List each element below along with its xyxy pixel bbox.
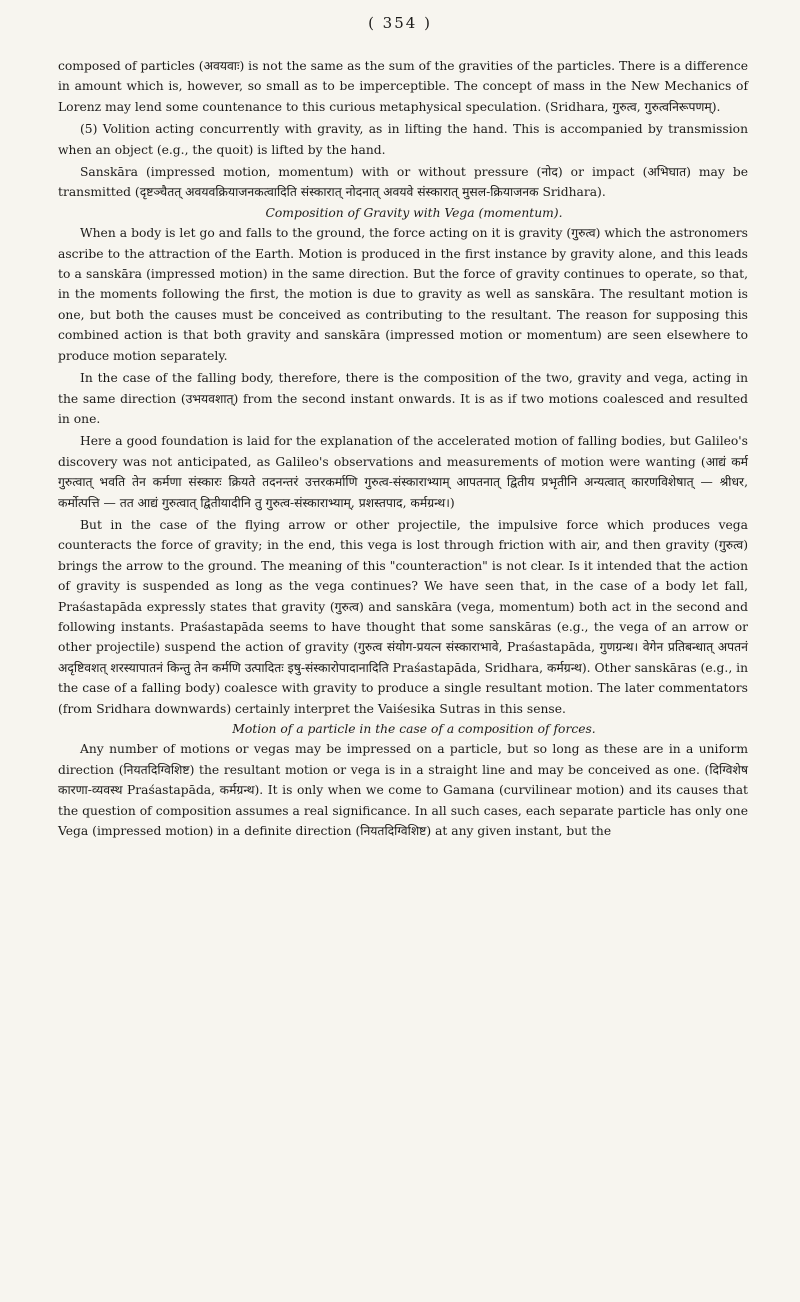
paragraph-3: Sanskāra (impressed motion, momentum) with or without pressure (नोद) or impact (अभिघात) may be transmitted (दृष्टञ्चैतत् अवयवक्रियाजनकत्वादिति संस्कारात् नोदनात् अवयवे संस्कारात् मुसल-क्रियाजनक Sridhara).	[58, 165, 748, 200]
paragraph-5: In the case of the falling body, therefore, there is the composition of the two, gravity and vega, acting in the same direction (उभयवशात्) from the second instant onwards. It is as if two motions coalesced and resulted in one.	[58, 371, 748, 426]
paragraph-4: When a body is let go and falls to the ground, the force acting on it is gravity (गुरुत्व) which the astronomers ascribe to the attraction of the Earth. Motion is produced in the first instance by gravity alone, and this leads to a sanskāra (impressed motion) in the same direction. But the force of gravity continues to operate, so that, in the moments following the first, the motion is due to gravity as well as sanskāra. The resultant motion is one, but both the causes must be conceived as contributing to the resultant. The reason for supposing this combined action is that both gravity and sanskāra (impressed motion or momentum) are seen elsewhere to produce motion separately.	[58, 226, 748, 363]
paragraph-2: (5) Volition acting concurrently with gravity, as in lifting the hand. This is accompanied by transmission when an object (e.g., the quoit) is lifted by the hand.	[58, 122, 748, 157]
body-text	[58, 56, 748, 841]
paragraph-8: Any number of motions or vegas may be impressed on a particle, but so long as these are in a uniform direction (नियतदिग्विशिष्ट) the resultant motion or vega is in a straight line and may be conceived as one. (दिग्विशेष कारणा-व्यवस्थ Praśastapāda, कर्मग्रन्थ). It is only when we come to Gamana (curvilinear motion) and its causes that the question of composition assumes a real significance. In all such cases, each separate particle has only one Vega (impressed motion) in a definite direction (नियतदिग्विशिष्ट) at any given instant, but the	[58, 742, 748, 839]
section-heading-composition: Composition of Gravity with Vega (momentum).	[265, 205, 563, 220]
section-heading-motion-particle: Motion of a particle in the case of a composition of forces.	[232, 722, 596, 736]
paragraph-1: composed of particles (अवयवाः) is not the same as the sum of the gravities of the particles. There is a difference in amount which is, however, so small as to be imperceptible. The concept of mass in the New Mechanics of Lorenz may lend some countenance to this curious metaphysical speculation. (Sridhara, गुरुत्व, गुरुत्वनिरूपणम्).	[58, 59, 748, 114]
page-number: ( 354 )	[368, 14, 432, 32]
paragraph-7: But in the case of the flying arrow or other projectile, the impulsive force which produces vega counteracts the force of gravity; in the end, this vega is lost through friction with air, and then gravity (गुरुत्व) brings the arrow to the ground. The meaning of this "counteraction" is not clear. Is it intended that the action of gravity is suspended as long as the vega continues? We have seen that, in the case of a body let fall, Praśastapāda expressly states that gravity (गुरुत्व) and sanskāra (vega, momentum) both act in the second and following instants. Praśastapāda seems to have thought that some sanskāras (e.g., the vega of an arrow or other projectile) suspend the action of gravity (गुरुत्व संयोग-प्रयत्न संस्काराभावे, Praśastapāda, गुणग्रन्थ। वेगेन प्रतिबन्धात् अपतनं अदृष्टिवशत् शरस्यापातनं किन्तु तेन कर्मणि उत्पादितः इषु-संस्कारोपादानादिति Praśastapāda, Sridhara, कर्मग्रन्थ). Other sanskāras (e.g., in the case of a falling body) coalesce with gravity to produce a single resultant motion. The later commentators (from Sridhara downwards) certainly interpret the Vaiśesika Sutras in this sense.	[58, 517, 748, 716]
paragraph-6: Here a good foundation is laid for the explanation of the accelerated motion of falling bodies, but Galileo's discovery was not anticipated, as Galileo's observations and measurements of motion were wanting (आद्यं कर्म गुरुत्वात् भवति तेन कर्मणा संस्कारः क्रियते तदनन्तरं उत्तरकर्माणि गुरुत्व-संस्काराभ्याम् आपतनात् द्वितीय प्रभृतीनि अन्यत्वात् कारणविशेषात् — श्रीधर, कर्मोत्पत्ति — तत आद्यं गुरुत्वात् द्वितीयादीनि तु गुरुत्व-संस्काराभ्याम्, प्रशस्तपाद, कर्मग्रन्थ।)	[58, 434, 748, 510]
